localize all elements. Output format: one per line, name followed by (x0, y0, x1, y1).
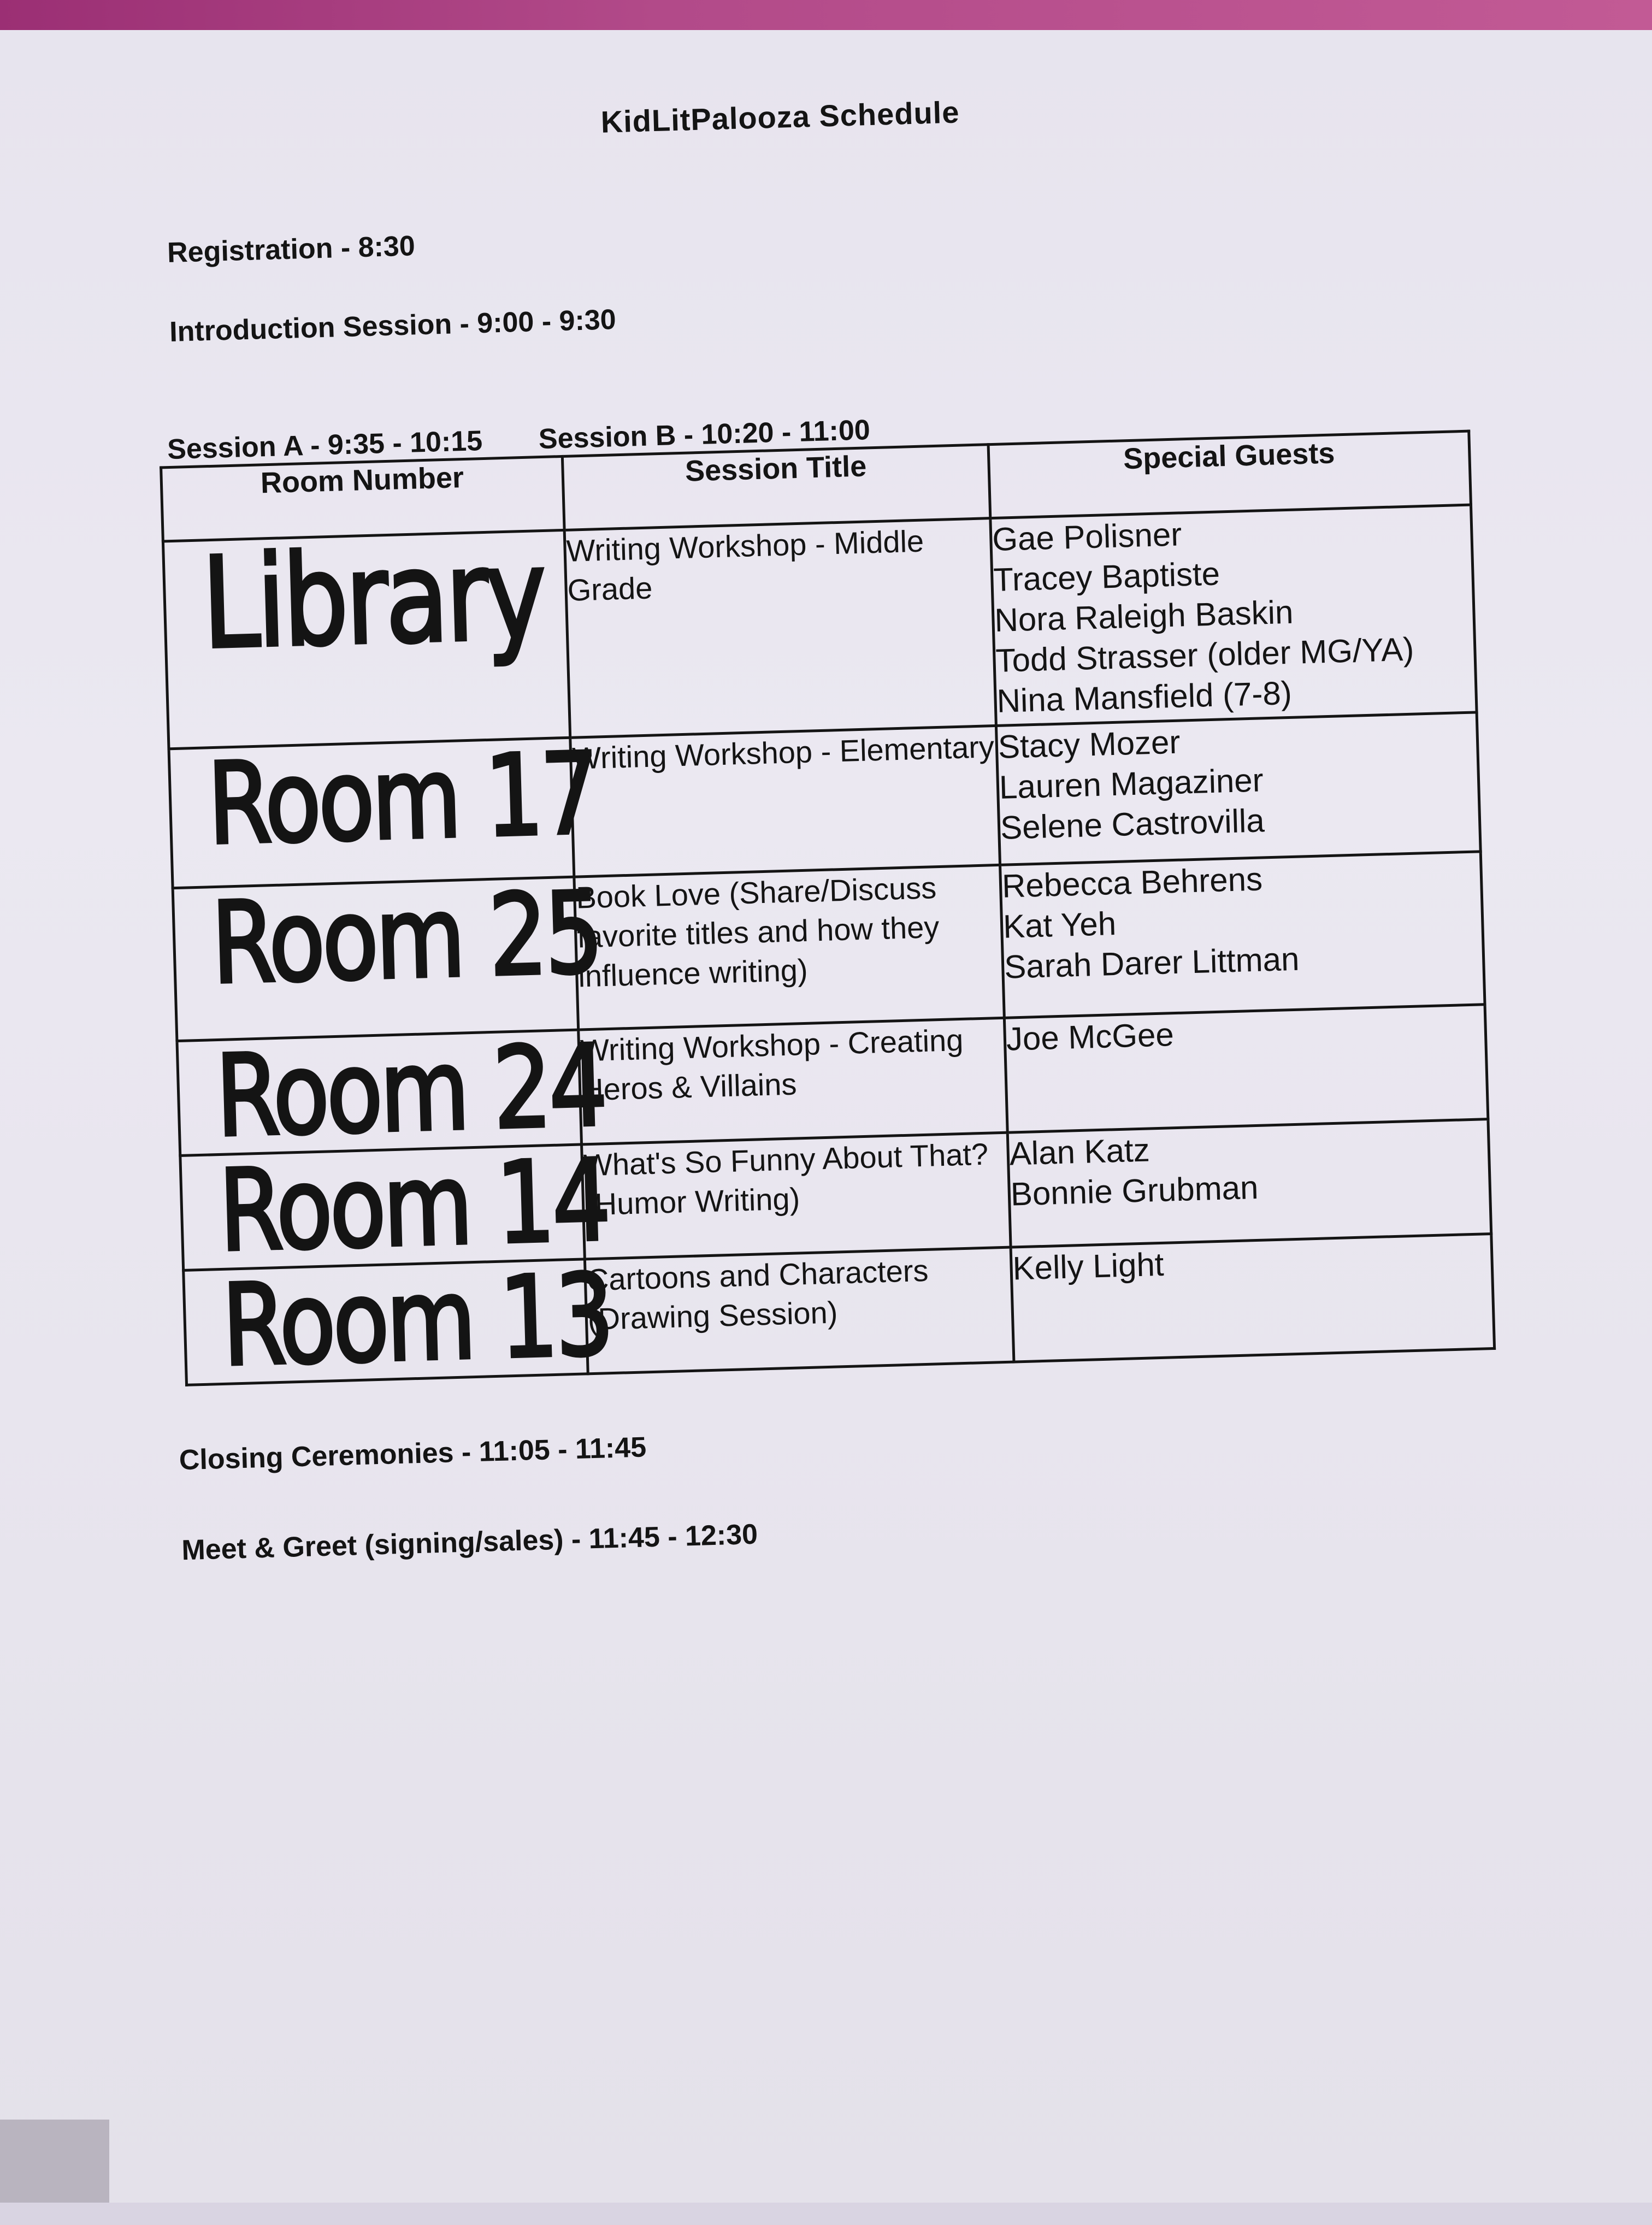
guests-cell (1004, 1005, 1488, 1132)
guests-cell (996, 712, 1480, 865)
page-title: KidLitPalooza Schedule (600, 95, 960, 139)
table-row (163, 505, 1477, 749)
guest-name: Rebecca Behrens (1001, 860, 1263, 905)
guest-name: Nina Mansfield (7-8) (996, 674, 1293, 719)
guests-cell (1011, 1234, 1495, 1362)
session-b-time: Session B - 10:20 - 11:00 (538, 414, 871, 456)
session-title-cell: Writing Workshop - Creating Heros & Villains (579, 1018, 1008, 1144)
session-title-cell: What's So Funny About That? (Humor Writing) (582, 1132, 1011, 1259)
room-label-handwritten: Room 25 (209, 878, 542, 1040)
room-label-handwritten: Room 13 (220, 1250, 613, 1391)
session-a-time: Session A - 9:35 - 10:15 (167, 425, 483, 466)
header-special-guests: Special Guests (988, 431, 1471, 518)
guest-name: Tracey Baptiste (993, 555, 1220, 599)
schedule-table (160, 430, 1496, 1391)
closing-ceremonies-time: Closing Ceremonies - 11:05 - 11:45 (179, 1431, 647, 1477)
header-session-title: Session Title (562, 445, 990, 530)
session-title-cell: Cartoons and Characters (Drawing Session) (585, 1247, 1014, 1374)
room-label-handwritten: Library (199, 531, 534, 748)
room-label-handwritten: Room 24 (214, 1021, 606, 1162)
guests-cell (1000, 852, 1485, 1018)
session-title-cell: Writing Workshop - Elementary (570, 725, 1000, 877)
registration-time: Registration - 8:30 (167, 230, 416, 269)
guests-cell (990, 505, 1477, 725)
guest-name: Nora Raleigh Baskin (994, 593, 1294, 639)
header-room-number: Room Number (161, 456, 564, 541)
guest-name: Kelly Light (1012, 1246, 1165, 1287)
guest-name: Todd Strasser (older MG/YA) (995, 630, 1415, 679)
guest-name: Sarah Darer Littman (1004, 940, 1300, 985)
guest-name: Stacy Mozer (998, 723, 1181, 765)
guest-name: Selene Castrovilla (1000, 802, 1265, 846)
session-title-cell: Book Love (Share/Discuss favorite titles and how they influence writing) (574, 865, 1005, 1030)
guest-name: Lauren Magaziner (999, 762, 1264, 806)
guest-name: Gae Polisner (992, 516, 1183, 558)
guest-name: Kat Yeh (1002, 905, 1117, 945)
guest-name: Joe McGee (1006, 1016, 1175, 1058)
room-label-handwritten: Room 17 (205, 739, 538, 887)
session-title-cell: Writing Workshop - Middle Grade (564, 518, 996, 738)
room-label-handwritten: Room 14 (217, 1136, 610, 1277)
meet-and-greet-time: Meet & Greet (signing/sales) - 11:45 - 12:30 (181, 1518, 758, 1567)
introduction-time: Introduction Session - 9:00 - 9:30 (169, 304, 617, 348)
guests-cell (1007, 1119, 1491, 1247)
guest-name: Bonnie Grubman (1010, 1168, 1259, 1213)
guest-name: Alan Katz (1008, 1131, 1150, 1172)
